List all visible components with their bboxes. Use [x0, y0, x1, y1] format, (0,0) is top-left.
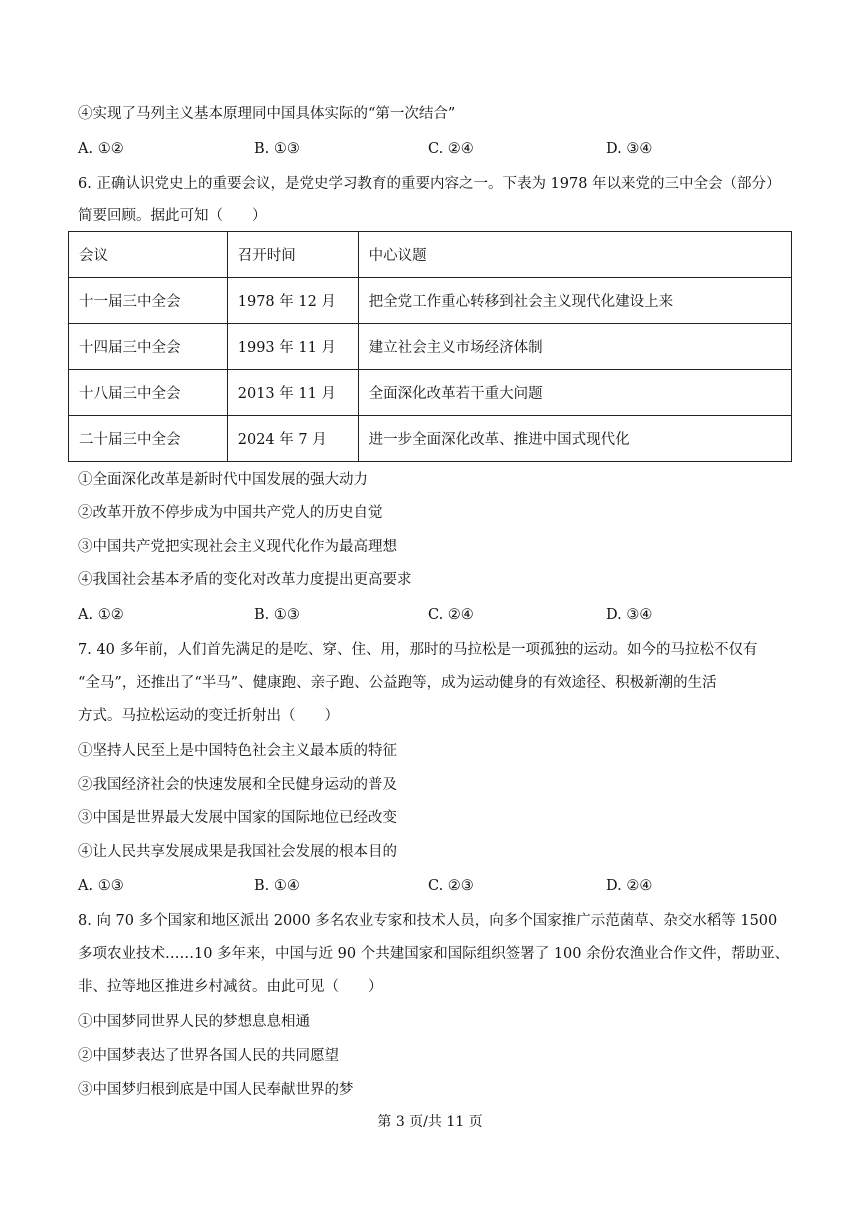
cell-topic: 进一步全面深化改革、推进中国式现代化 [358, 416, 791, 462]
q7-option-b[interactable]: B. ①④ [254, 878, 300, 894]
cell-meeting: 二十届三中全会 [69, 416, 228, 462]
q5-option-b[interactable]: B. ①③ [254, 141, 300, 157]
q7-statement-3: ③中国是世界最大发展中国家的国际地位已经改变 [78, 810, 397, 826]
q6-option-d[interactable]: D. ③④ [606, 607, 653, 623]
q7-stem-line2: “全马”，还推出了“半马”、健康跑、亲子跑、公益跑等，成为运动健身的有效途径、积极新潮的生活 [78, 675, 717, 691]
cell-topic: 把全党工作重心转移到社会主义现代化建设上来 [358, 278, 791, 324]
q7-option-a[interactable]: A. ①③ [78, 878, 124, 894]
header-meeting: 会议 [69, 232, 228, 278]
q8-stem-line2: 多项农业技术……10 多年来，中国与近 90 个共建国家和国际组织签署了 100 余份农渔业合作文件，帮助亚、 [78, 946, 790, 962]
cell-topic: 建立社会主义市场经济体制 [358, 324, 791, 370]
table-header-row [69, 232, 792, 278]
q5-statement-4: ④实现了马列主义基本原理同中国具体实际的“第一次结合” [78, 106, 456, 122]
q7-option-d[interactable]: D. ②④ [606, 878, 653, 894]
q7-statement-2: ②我国经济社会的快速发展和全民健身运动的普及 [78, 777, 397, 793]
q5-option-d[interactable]: D. ③④ [606, 141, 653, 157]
table-row [69, 416, 792, 462]
q7-options [78, 876, 718, 896]
cell-meeting: 十四届三中全会 [69, 324, 228, 370]
q7-stem-line3: 方式。马拉松运动的变迁折射出（ ） [78, 708, 339, 724]
cell-meeting: 十一届三中全会 [69, 278, 228, 324]
cell-date: 2013 年 11 月 [227, 370, 358, 416]
q6-statement-4: ④我国社会基本矛盾的变化对改革力度提出更高要求 [78, 572, 412, 588]
table-row [69, 278, 792, 324]
table-row [69, 324, 792, 370]
q8-stem-line1: 8. 向 70 多个国家和地区派出 2000 多名农业专家和技术人员，向多个国家推广示范菌草、杂交水稻等 1500 [78, 913, 778, 929]
q7-stem-line1: 7. 40 多年前，人们首先满足的是吃、穿、住、用，那时的马拉松是一项孤独的运动。如今的马拉松不仅有 [78, 642, 758, 658]
plenary-sessions-table [68, 231, 792, 462]
q6-statement-3: ③中国共产党把实现社会主义现代化作为最高理想 [78, 539, 397, 555]
header-date: 召开时间 [227, 232, 358, 278]
q6-options [78, 605, 718, 625]
cell-topic: 全面深化改革若干重大问题 [358, 370, 791, 416]
page-number-footer: 第 3 页/共 11 页 [377, 1114, 483, 1130]
q7-statement-4: ④让人民共享发展成果是我国社会发展的根本目的 [78, 844, 397, 860]
q8-statement-1: ①中国梦同世界人民的梦想息息相通 [78, 1014, 310, 1030]
q5-option-a[interactable]: A. ①② [78, 141, 124, 157]
cell-date: 1993 年 11 月 [227, 324, 358, 370]
cell-meeting: 十八届三中全会 [69, 370, 228, 416]
q8-statement-2: ②中国梦表达了世界各国人民的共同愿望 [78, 1048, 339, 1064]
table-row [69, 370, 792, 416]
q6-statement-2: ②改革开放不停步成为中国共产党人的历史自觉 [78, 505, 383, 521]
q5-option-c[interactable]: C. ②④ [428, 141, 474, 157]
q6-option-c[interactable]: C. ②④ [428, 607, 474, 623]
q8-statement-3: ③中国梦归根到底是中国人民奉献世界的梦 [78, 1082, 354, 1098]
q7-option-c[interactable]: C. ②③ [428, 878, 474, 894]
q6-stem-line2: 简要回顾。据此可知（ ） [78, 208, 267, 224]
header-topic: 中心议题 [358, 232, 791, 278]
q5-options [78, 139, 718, 159]
q6-option-a[interactable]: A. ①② [78, 607, 124, 623]
cell-date: 1978 年 12 月 [227, 278, 358, 324]
q8-stem-line3: 非、拉等地区推进乡村减贫。由此可见（ ） [78, 979, 383, 995]
q7-statement-1: ①坚持人民至上是中国特色社会主义最本质的特征 [78, 743, 397, 759]
cell-date: 2024 年 7 月 [227, 416, 358, 462]
q6-stem-line1: 6. 正确认识党史上的重要会议，是党史学习教育的重要内容之一。下表为 1978 年以来党的三中全会（部分） [78, 176, 781, 192]
q6-statement-1: ①全面深化改革是新时代中国发展的强大动力 [78, 472, 368, 488]
q6-option-b[interactable]: B. ①③ [254, 607, 300, 623]
